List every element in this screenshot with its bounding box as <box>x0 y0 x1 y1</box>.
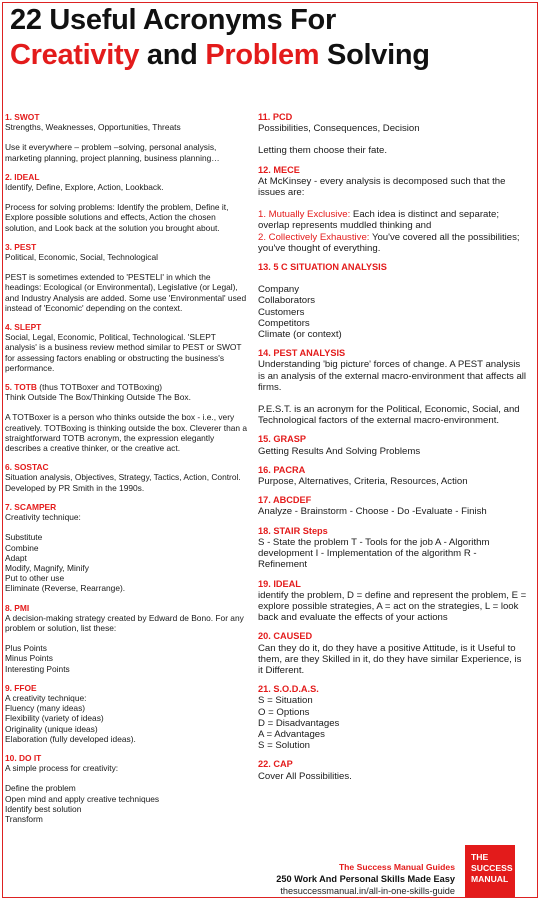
acronym-mece <box>258 165 528 254</box>
item-text: Letting them choose their fate. <box>258 145 388 157</box>
list-item: S = Situation <box>258 695 313 707</box>
item-title: 5. TOTB <box>5 382 37 393</box>
item-heading <box>5 382 248 392</box>
item-title: 21. S.O.D.A.S. <box>258 684 319 695</box>
item-title: 10. DO IT <box>5 752 42 763</box>
item-title-suffix: (thus TOTBoxer and TOTBoxing) <box>36 382 163 393</box>
title-solving: Solving <box>319 39 430 71</box>
item-text: Modify, Magnify, Minify <box>5 562 89 573</box>
logo-word: SUCCESS <box>471 863 513 873</box>
item-text: Flexibility (variety of ideas) <box>5 713 104 724</box>
item-text: Interesting Points <box>5 663 70 674</box>
item-text: Creativity technique: <box>5 512 81 523</box>
acronym-item <box>5 112 248 163</box>
item-title: 19. IDEAL <box>258 578 301 589</box>
item-text: PEST is sometimes extended to 'PESTELI' in which the headings: Ecological (or Environmental), Legislative (or Legal), and Industry Analysis are added. Some use 'Environmental' used instead of 'Economic' depending on the context. <box>5 272 247 313</box>
item-text: Understanding 'big picture' forces of change. A PEST analysis is an analysis of the external macro-environment that affects all firms. <box>258 359 527 393</box>
page-title <box>10 3 535 73</box>
title-and: and <box>139 39 206 71</box>
acronym-ideal-2 <box>258 579 528 624</box>
item-text: A TOTBoxer is a person who thinks outside the box - i.e., very creatively. TOTBoxing is thinking outside the box. Cleverer than a straightforward TOTB acronym, the expression elegantly describes a creative thinker, or the creative act. <box>5 412 248 454</box>
list-item: Company <box>258 284 300 296</box>
list-item: D = Disadvantages <box>258 717 340 729</box>
acronym-pcd <box>258 112 528 157</box>
item-heading <box>5 603 248 613</box>
item-title: 22. CAP <box>258 759 293 770</box>
item-title: 6. SOSTAC <box>5 462 49 473</box>
item-text <box>258 232 528 254</box>
item-text: At McKinsey - every analysis is decomposed such that the issues are: <box>258 175 506 199</box>
item-heading <box>5 683 248 693</box>
item-title: 7. SCAMPER <box>5 501 57 512</box>
item-title: 18. STAIR Steps <box>258 525 328 536</box>
left-column <box>5 112 248 833</box>
item-title: 2. IDEAL <box>5 171 40 182</box>
acronym-pest-analysis <box>258 348 528 426</box>
item-title: 14. PEST ANALYSIS <box>258 348 346 359</box>
acronym-item <box>5 502 248 594</box>
list-item: S = Solution <box>258 740 311 752</box>
item-heading <box>5 172 248 182</box>
acronym-grasp <box>258 434 528 456</box>
acronym-item <box>5 683 248 744</box>
mece-point-2-label: 2. Collectively Exhaustive: <box>258 231 370 243</box>
success-manual-logo <box>465 845 515 897</box>
list-item: A = Advantages <box>258 728 325 740</box>
item-text: A simple process for creativity: <box>5 763 119 774</box>
item-text: Eliminate (Reverse, Rearrange). <box>5 583 126 594</box>
item-title: 9. FFOE <box>5 682 37 693</box>
item-text: Can they do it, do they have a positive Attitude, is it Useful to them, are they Skilled in it, do they have similar Experience, is it Different. <box>258 642 522 676</box>
list-item: Collaborators <box>258 295 316 307</box>
acronym-item <box>5 382 248 453</box>
item-title: 16. PACRA <box>258 464 306 475</box>
mece-point-1-label: 1. Mutually Exclusive: <box>258 209 351 221</box>
item-text: Minus Points <box>5 653 53 664</box>
item-text: Define the problem <box>5 783 76 794</box>
footer-brand: The Success Manual Guides <box>338 862 455 872</box>
item-text <box>258 209 528 231</box>
item-text: Strengths, Weaknesses, Opportunities, Threats <box>5 122 181 133</box>
mece-point-1-text: Each idea is distinct and separate; overlap represents muddled thinking and <box>258 209 500 232</box>
item-heading <box>5 322 248 332</box>
list-item: O = Options <box>258 706 310 718</box>
acronym-5c <box>258 262 528 340</box>
item-text: Political, Economic, Social, Technological <box>5 252 158 263</box>
acronym-item <box>5 603 248 674</box>
item-title: 11. PCD <box>258 112 293 122</box>
item-text: Think Outside The Box/Thinking Outside The Box. <box>5 392 191 403</box>
item-heading <box>5 502 248 512</box>
item-text: Elaboration (fully developed ideas). <box>5 733 136 744</box>
title-line-1: 22 Useful Acronyms For <box>10 4 336 36</box>
mece-point-2-text: You've covered all the possibilities; you've thought of everything. <box>258 231 520 254</box>
item-text: Substitute <box>5 532 43 543</box>
item-text: Purpose, Alternatives, Criteria, Resources, Action <box>258 476 468 488</box>
item-title: 1. SWOT <box>5 112 40 122</box>
item-text: Cover All Possibilities. <box>258 770 352 782</box>
logo-word: MANUAL <box>471 874 509 884</box>
item-text: Analyze - Brainstorm - Choose - Do -Evaluate - Finish <box>258 506 487 518</box>
list-item: Climate (or context) <box>258 329 342 341</box>
item-title: 4. SLEPT <box>5 322 42 333</box>
acronym-cap <box>258 759 528 781</box>
item-text: Originality (unique ideas) <box>5 723 98 734</box>
list-item: Customers <box>258 306 305 318</box>
acronym-item <box>5 322 248 373</box>
item-heading <box>5 753 248 763</box>
acronym-item <box>5 242 248 313</box>
item-title: 12. MECE <box>258 164 300 175</box>
item-text: S - State the problem T - Tools for the job A - Algorithm development I - Implementation of the algorithm R - Refinement <box>258 536 490 571</box>
item-title: 3. PEST <box>5 241 37 252</box>
acronym-sodas <box>258 684 528 751</box>
footer-url[interactable]: thesuccessmanual.in/all-in-one-skills-guide <box>280 886 455 896</box>
item-text: Use it everywhere – problem –solving, personal analysis, marketing planning, project planning, business planning… <box>5 142 220 163</box>
item-text: Getting Results And Solving Problems <box>258 445 421 457</box>
item-heading <box>5 462 248 472</box>
item-title: 15. GRASP <box>258 434 306 445</box>
footer <box>276 861 455 897</box>
list-item: Competitors <box>258 317 310 329</box>
item-text: Put to other use <box>5 573 65 584</box>
item-text: P.E.S.T. is an acronym for the Political, Economic, Social, and Technological factors of the external macro-environment. <box>258 404 520 427</box>
item-text: Social, Legal, Economic, Political, Technological. 'SLEPT analysis' is a business review method similar to PEST or SWOT for assessing factors enabling or obstructing the business's performance. <box>5 332 242 373</box>
acronym-stair <box>258 526 528 571</box>
item-title: 17. ABCDEF <box>258 495 312 506</box>
item-text: Identify, Define, Explore, Action, Lookback. <box>5 182 164 193</box>
title-problem: Problem <box>205 39 320 71</box>
item-text: Identify best solution <box>5 803 82 814</box>
footer-tagline: 250 Work And Personal Skills Made Easy <box>276 874 455 884</box>
item-text: Process for solving problems: Identify the problem, Define it, Explore possible solutions and effects, Action the chosen solution, and Look back at the solution you brought about. <box>5 202 229 233</box>
item-text: Possibilities, Consequences, Decision <box>258 123 420 135</box>
item-title: 13. 5 C SITUATION ANALYSIS <box>258 262 387 273</box>
item-text: A decision-making strategy created by Edward de Bono. For any problem or solution, list these: <box>5 612 244 633</box>
acronym-abcdef <box>258 495 528 517</box>
item-title: 20. CAUSED <box>258 631 313 642</box>
item-heading <box>5 242 248 252</box>
title-line-2 <box>10 38 535 73</box>
item-heading <box>5 112 248 122</box>
title-creativity: Creativity <box>10 39 140 71</box>
right-column <box>258 112 528 790</box>
acronym-pacra <box>258 465 528 487</box>
acronym-item <box>5 753 248 824</box>
item-text: Fluency (many ideas) <box>5 703 86 714</box>
acronym-item <box>5 462 248 493</box>
acronym-caused <box>258 631 528 676</box>
item-text: Open mind and apply creative techniques <box>5 793 160 804</box>
item-text: Plus Points <box>5 643 47 654</box>
item-text: Situation analysis, Objectives, Strategy, Tactics, Action, Control. Developed by PR Smith in the 1990s. <box>5 472 241 493</box>
item-text: A creativity technique: <box>5 692 87 703</box>
logo-word: THE <box>471 852 489 862</box>
item-text: Adapt <box>5 552 27 563</box>
acronym-item <box>5 172 248 233</box>
item-text: Combine <box>5 542 39 553</box>
item-text: identify the problem, D = define and represent the problem, E = explore possible strategies, A = act on the strategies, L = look back and evaluate the effects of your actions <box>258 589 527 624</box>
item-text: Transform <box>5 813 43 824</box>
item-title: 8. PMI <box>5 602 30 613</box>
